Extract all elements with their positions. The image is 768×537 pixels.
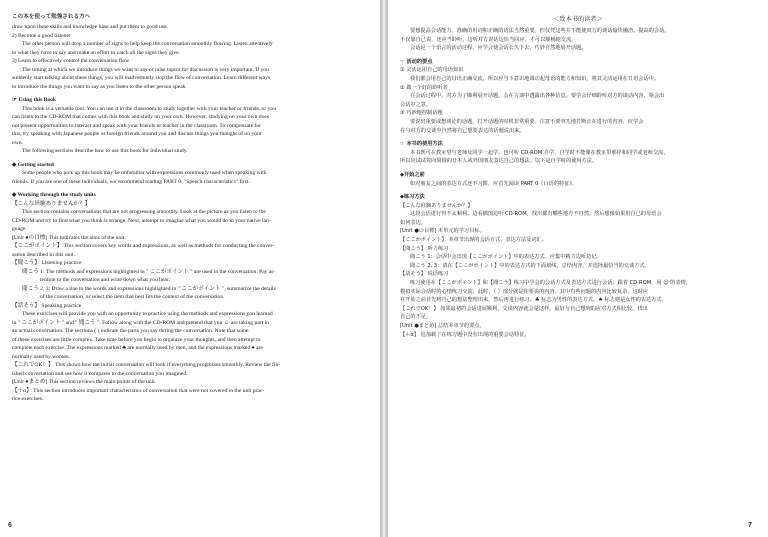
text-line: tention to the conversation and write down what you hear.: [40, 277, 170, 283]
text-line: [Unit ●まとめ] 总结本章节的要点。: [400, 323, 485, 329]
text-line: not present opportunities to interact and speak with your friends or teacher in the classroom. To compensate for: [12, 122, 261, 129]
section-heading: ◆ Getting started: [12, 161, 54, 168]
section-heading: ◆开始之前: [400, 171, 425, 178]
text-line: to what they have to say and make an effort to catch all the signs they give.: [12, 49, 181, 56]
text-line: to introduce the things you want to say as you listen to the other person speak.: [12, 83, 187, 90]
text-line: 所以应试试着向周围的日本人或外国朋友表达自己的想法。以下是自学时的使用方法。: [400, 158, 598, 165]
right-page-body: [400, 27, 756, 339]
right-page-title: ＜致本书的读者＞: [553, 16, 603, 23]
text-line: The timing at which we introduce things we want to say or raise topics for discussion is very important. If you: [22, 66, 269, 73]
left-page-body: [12, 23, 370, 404]
text-line: Some people who pick up this book may be unfamiliar with expressions commonly used when speaking with: [22, 170, 267, 176]
text-line: tice exercises.: [12, 396, 44, 402]
page-number-left: 6: [8, 522, 12, 529]
text-line: [Unit ●の目標] This indicates the aims of the unit.: [12, 234, 126, 241]
text-line: 【こんな経験ありませんか？】: [400, 202, 473, 209]
text-line: 【＋α】 追加载了在练习题中没有出现的重要会话特征。: [400, 331, 530, 338]
text-line: 会话是一个语言的活动过程，应学会使会话长久下去，巧妙自然地展开话题。: [410, 45, 587, 52]
text-line: 【これでOK！】 This shows how the initial conversation will look if everything progresses smoothly. Review the fin-: [12, 362, 281, 368]
running-head: この本を使って勉強される方へ: [12, 14, 91, 20]
text-line: an actual conversation. The sections ( ) indicate the parts you say during the conversation. Note that some: [12, 328, 249, 334]
text-line: suddenly start talking about these things, you will inadvertently stop the flow of conversation. Learn different ways: [12, 75, 271, 81]
text-line: friends. If you are one of these individuals, we recommend reading PART 0: "Speech characteristics" first.: [12, 178, 250, 185]
text-line: of the conversation, or select the item that best fits the context of the conversation.: [40, 294, 225, 300]
right-page: [387, 0, 768, 537]
text-line: 聞こう 2, 3：请在【ここがポイント】中的表达方式的下面划线，总结内容，并选择最恰当的交谈方式。: [410, 262, 650, 269]
section-heading: ☞ 活动的要点: [400, 58, 433, 65]
text-line: 【話そう】 Speaking practice: [12, 302, 82, 309]
text-line: CD-ROM and try to find what you think is strange. Next, attempt to imagine what you would do in your native lan-: [12, 217, 271, 224]
text-line: This book is a versatile tool. You can use it in the classroom to study together with your teacher or friends, or you: [22, 105, 277, 112]
text-line: 如对朋友之间的表达方式还不习惯，应首先阅读 PART 0《口语的特征》。: [410, 180, 578, 187]
text-line: 要想提高会话能力，准确的用词和正确的语法当然重要。但仅凭这些并不能使双方的谈话愉快融洽。提高的会话，: [410, 28, 670, 34]
text-line: ② 做一个好的聆听者: [400, 84, 448, 91]
text-line: 模拟实际会话时的心情练习交流。此时，（ ）部分就是你要说的内容。其中有些问题的内容比较复杂，这时应: [400, 288, 649, 295]
text-line: [Unit ●まとめ] This section reviews the main points of the unit.: [12, 379, 157, 385]
text-line: 【ここがポイント】 本章节出现的会话方式、表达方法及词汇。: [400, 237, 547, 244]
section-heading: ☞ 本书的使用方法: [400, 141, 443, 148]
text-line: 【これでOK！】 如果最初的会话进展顺利，交谈内容就会是这样。最好与自己想到的应对方式相比较，找出: [400, 305, 648, 312]
text-line: 自己的不足。: [400, 314, 432, 321]
section-heading: ☞ Using this Book: [12, 97, 57, 103]
text-line: ③ 巧妙地控制话题: [400, 110, 443, 117]
text-line: draw upon these skills and knowledge base and put them to good use.: [12, 24, 168, 30]
text-line: sation described in this unit.: [12, 251, 75, 258]
text-line: 2) Become a good listener: [12, 32, 71, 39]
text-line: The other person will drop a number of signs to help keep the conversation smoothly flowing. Listen attentively: [22, 41, 273, 47]
text-line: 这段会话进行得不太顺利。边看插图边听 CD-ROM，找出都有哪些地方不自然。然后想像如果用自己的母语会: [410, 211, 662, 218]
text-line: 会话中之意。: [400, 101, 432, 108]
text-line: These exercises will provide you with an opportunity to practice using the methods and expressions you learned: [22, 311, 273, 317]
text-line: 在开始之前首先将自己的想法整理出来，然后再进行练习。♣ 标志为男性的表达方式，♠ 标志则是女性的表达方式。: [400, 297, 667, 304]
text-line: own.: [12, 139, 24, 146]
text-line: 练习使用在【ここがポイント】和【聞こう】练习中学会的会话方式及表达方式进行会话。跟着 CD-ROM，用 ☺ 的表情，: [410, 280, 692, 287]
text-line: The following sections describe how to use this book for individual study.: [22, 148, 188, 154]
text-line: 本书既可在教室里与老师及同学一起学，也可听 CD-ROM 自学。自学时不能像在教室里那样和同学或老师交流，: [410, 149, 669, 156]
section-heading: ◆练习方法: [400, 194, 425, 201]
text-line: 要说出重要或想谈论的话题，打开话题的时机非常重要。注意不要突兀地打断正在进行的内容，应学会: [410, 118, 644, 125]
text-line: 在与对方的交谈中自然将自己想要表达的话题说出来。: [400, 127, 525, 134]
section-heading: ◆ Working through the study units: [12, 192, 96, 198]
text-line: normally used by women.: [12, 353, 71, 360]
text-line: of these exercises are little complex. Take time before you begin to organize your thoughts, and then attempt to: [12, 336, 261, 343]
text-line: 【聞こう】 Listening practice: [12, 260, 82, 266]
page-number-right: 7: [748, 522, 752, 529]
text-line: 【こんな経験ありませんか？】: [12, 200, 91, 207]
text-line: guage.: [12, 226, 27, 232]
text-line: ① 灵活运用自己的母语知识: [400, 67, 464, 74]
text-line: 【ここがポイント】 This section covers key words and expressions, as well as methods for conducting the conver-: [12, 243, 275, 249]
text-line: 【＋α】 This section introduces important characteristics of conversation that were not covered in the unit prac-: [12, 387, 265, 394]
text-line: 聞こう 1：会话中会出现【ここがポイント】中的表达方式。应集中精力边听边记。: [410, 254, 602, 261]
text-line: 3) Learn to effectively control the conversation flow: [12, 58, 130, 64]
text-line: 【話そう】 说话练习: [400, 271, 449, 278]
text-line: [Unit ●の目標] 本单元的学习目标。: [400, 228, 485, 235]
text-line: in " ここがポイント " and " 聞こう ". Follow along with the CD-ROM and pretend that you ☺ are taking part in: [12, 319, 269, 326]
text-line: this, try speaking with Japanese people or foreign friends around you and discuss things you thought of on your: [12, 131, 262, 137]
text-line: This section contains conversations that are not progressing smoothly. Look at the picture as you listen to the: [22, 209, 266, 215]
text-line: 不仅靠自己说，还应当聆听，边听对方说话边恰当回应，才可以顺畅地交流。: [400, 36, 577, 43]
text-line: 我们都会用自己的母语正确交流，所以应当下意识地调动起母语的能力和知识，将其灵活运用在日语会话中。: [410, 75, 660, 82]
text-line: 聞こう 1: The methods and expressions highlighted in " ここがポイント " are used in the conversation. Pay at-: [22, 268, 275, 275]
text-line: 如何表达。: [400, 219, 426, 226]
text-line: 在会话过程中，对方为了顺利展开话题，会在言谈中透露出各种信息。要学会仔细聆听对方的谈话内容，领会出: [410, 93, 665, 100]
text-line: complete each exercise. The expressions marked ♣ are normally used by men, and the expressions marked ♠ are: [12, 345, 263, 351]
text-line: can listen to the CD-ROM that comes with this book and study on your own. However, studying on your own does: [12, 114, 270, 120]
text-line: 【聞こう】 听力练习: [400, 245, 449, 252]
left-page: [0, 0, 381, 537]
text-line: 聞こう 2, 3: Draw a line to the words and expressions highlighted in " ここがポイント ", summarize the details: [22, 285, 276, 292]
text-line: ished conversation and see how it compares to the conversation you imagined.: [12, 370, 188, 377]
